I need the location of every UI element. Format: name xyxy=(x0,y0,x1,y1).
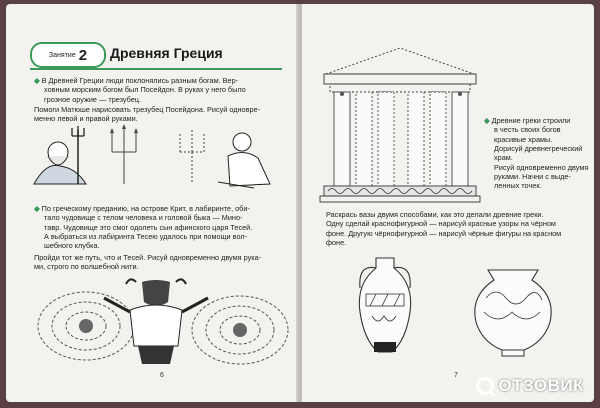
legend-line: шебного клубка. xyxy=(44,241,100,251)
left-page xyxy=(6,4,298,402)
legend-line: А выбраться из лабиринта Тесею удалось при помощи вол- xyxy=(44,231,248,241)
boy-drawing-illustration xyxy=(214,128,284,194)
temple-columns xyxy=(334,92,468,186)
vase-task-line: фоне. Другую чёрнофигурной — нарисуй чёрные фигуры на красном xyxy=(326,228,562,238)
temple-task-line: храм. xyxy=(494,153,513,163)
crater-vase xyxy=(468,266,558,358)
vase-task-line: фоне. xyxy=(326,237,347,247)
legend-line: тавр. Чудовище это смог одолеть сын афинского царя Тесей. xyxy=(44,222,253,232)
temple-drawing-exercise xyxy=(320,44,480,206)
legend-line: По греческому преданию, на острове Крит, в лабиринте, оби- xyxy=(41,204,250,213)
vase-task-line: Одну сделай краснофигурной — нарисуй красные узоры на чёрном xyxy=(326,219,556,229)
poseidon-illustration xyxy=(26,122,96,194)
lesson-label: Занятие xyxy=(48,51,76,59)
task1-line: менно левой и правой руками. xyxy=(34,114,138,124)
title-divider xyxy=(30,68,282,70)
temple-text-line: Древние греки строили xyxy=(491,116,571,125)
temple-task xyxy=(494,144,592,190)
vase-task-line: Раскрась вазы двумя способами, как это делали древние греки. xyxy=(326,210,544,219)
amphora-vase xyxy=(350,254,420,358)
bullet-icon: ◆ xyxy=(484,116,492,125)
open-workbook xyxy=(6,4,594,402)
intro-paragraph xyxy=(34,76,290,104)
task2-paragraph xyxy=(34,253,294,272)
temple-task-line: руками. Начни с выде- xyxy=(494,171,571,181)
magnifier-icon xyxy=(476,377,494,395)
lesson-number: 2 xyxy=(78,46,88,64)
temple-task-line: ленных точек. xyxy=(494,181,542,191)
bullet-icon: ◆ xyxy=(34,76,42,85)
page-number-left: 6 xyxy=(160,372,164,379)
temple-text-line: в честь своих богов xyxy=(494,125,561,135)
intro-line: ховным морским богом был Посейдон. В руках у него было xyxy=(44,85,246,95)
lesson-badge xyxy=(30,42,106,68)
task2-line: ми, строго по волшебной нити. xyxy=(34,262,139,272)
bullet-icon: ◆ xyxy=(34,204,42,213)
intro-line: грозное оружие — трезубец. xyxy=(44,94,142,104)
minotaur-legend xyxy=(34,204,294,250)
legend-line: тало чудовище с телом человека и головой быка — Мино- xyxy=(44,213,243,223)
task1-line: Помоги Матюше нарисовать трезубец Посейдона. Рисуй одновре- xyxy=(34,105,261,114)
minotaur-illustration xyxy=(100,276,212,376)
temple-task-line: Рисуй одновременно двумя xyxy=(494,162,589,172)
task2-line: Пройди тот же путь, что и Тесей. Рисуй одновременно двумя рука- xyxy=(34,253,262,262)
page-number-right: 7 xyxy=(454,372,458,379)
vase-task xyxy=(326,210,588,247)
watermark-text: ОТЗОВИК xyxy=(498,376,584,395)
temple-text xyxy=(484,116,590,144)
temple-task-line: Дорисуй древнегреческий xyxy=(494,144,583,153)
right-page xyxy=(302,4,594,402)
trident-tracing-exercise xyxy=(102,122,214,192)
lesson-title: Древняя Греция xyxy=(110,45,223,61)
otzovik-watermark xyxy=(476,376,584,396)
temple-text-line: красивые храмы. xyxy=(494,134,553,144)
intro-line: В Древней Греции люди поклонялись разным богам. Вер- xyxy=(41,76,239,85)
task1-paragraph xyxy=(34,105,294,124)
